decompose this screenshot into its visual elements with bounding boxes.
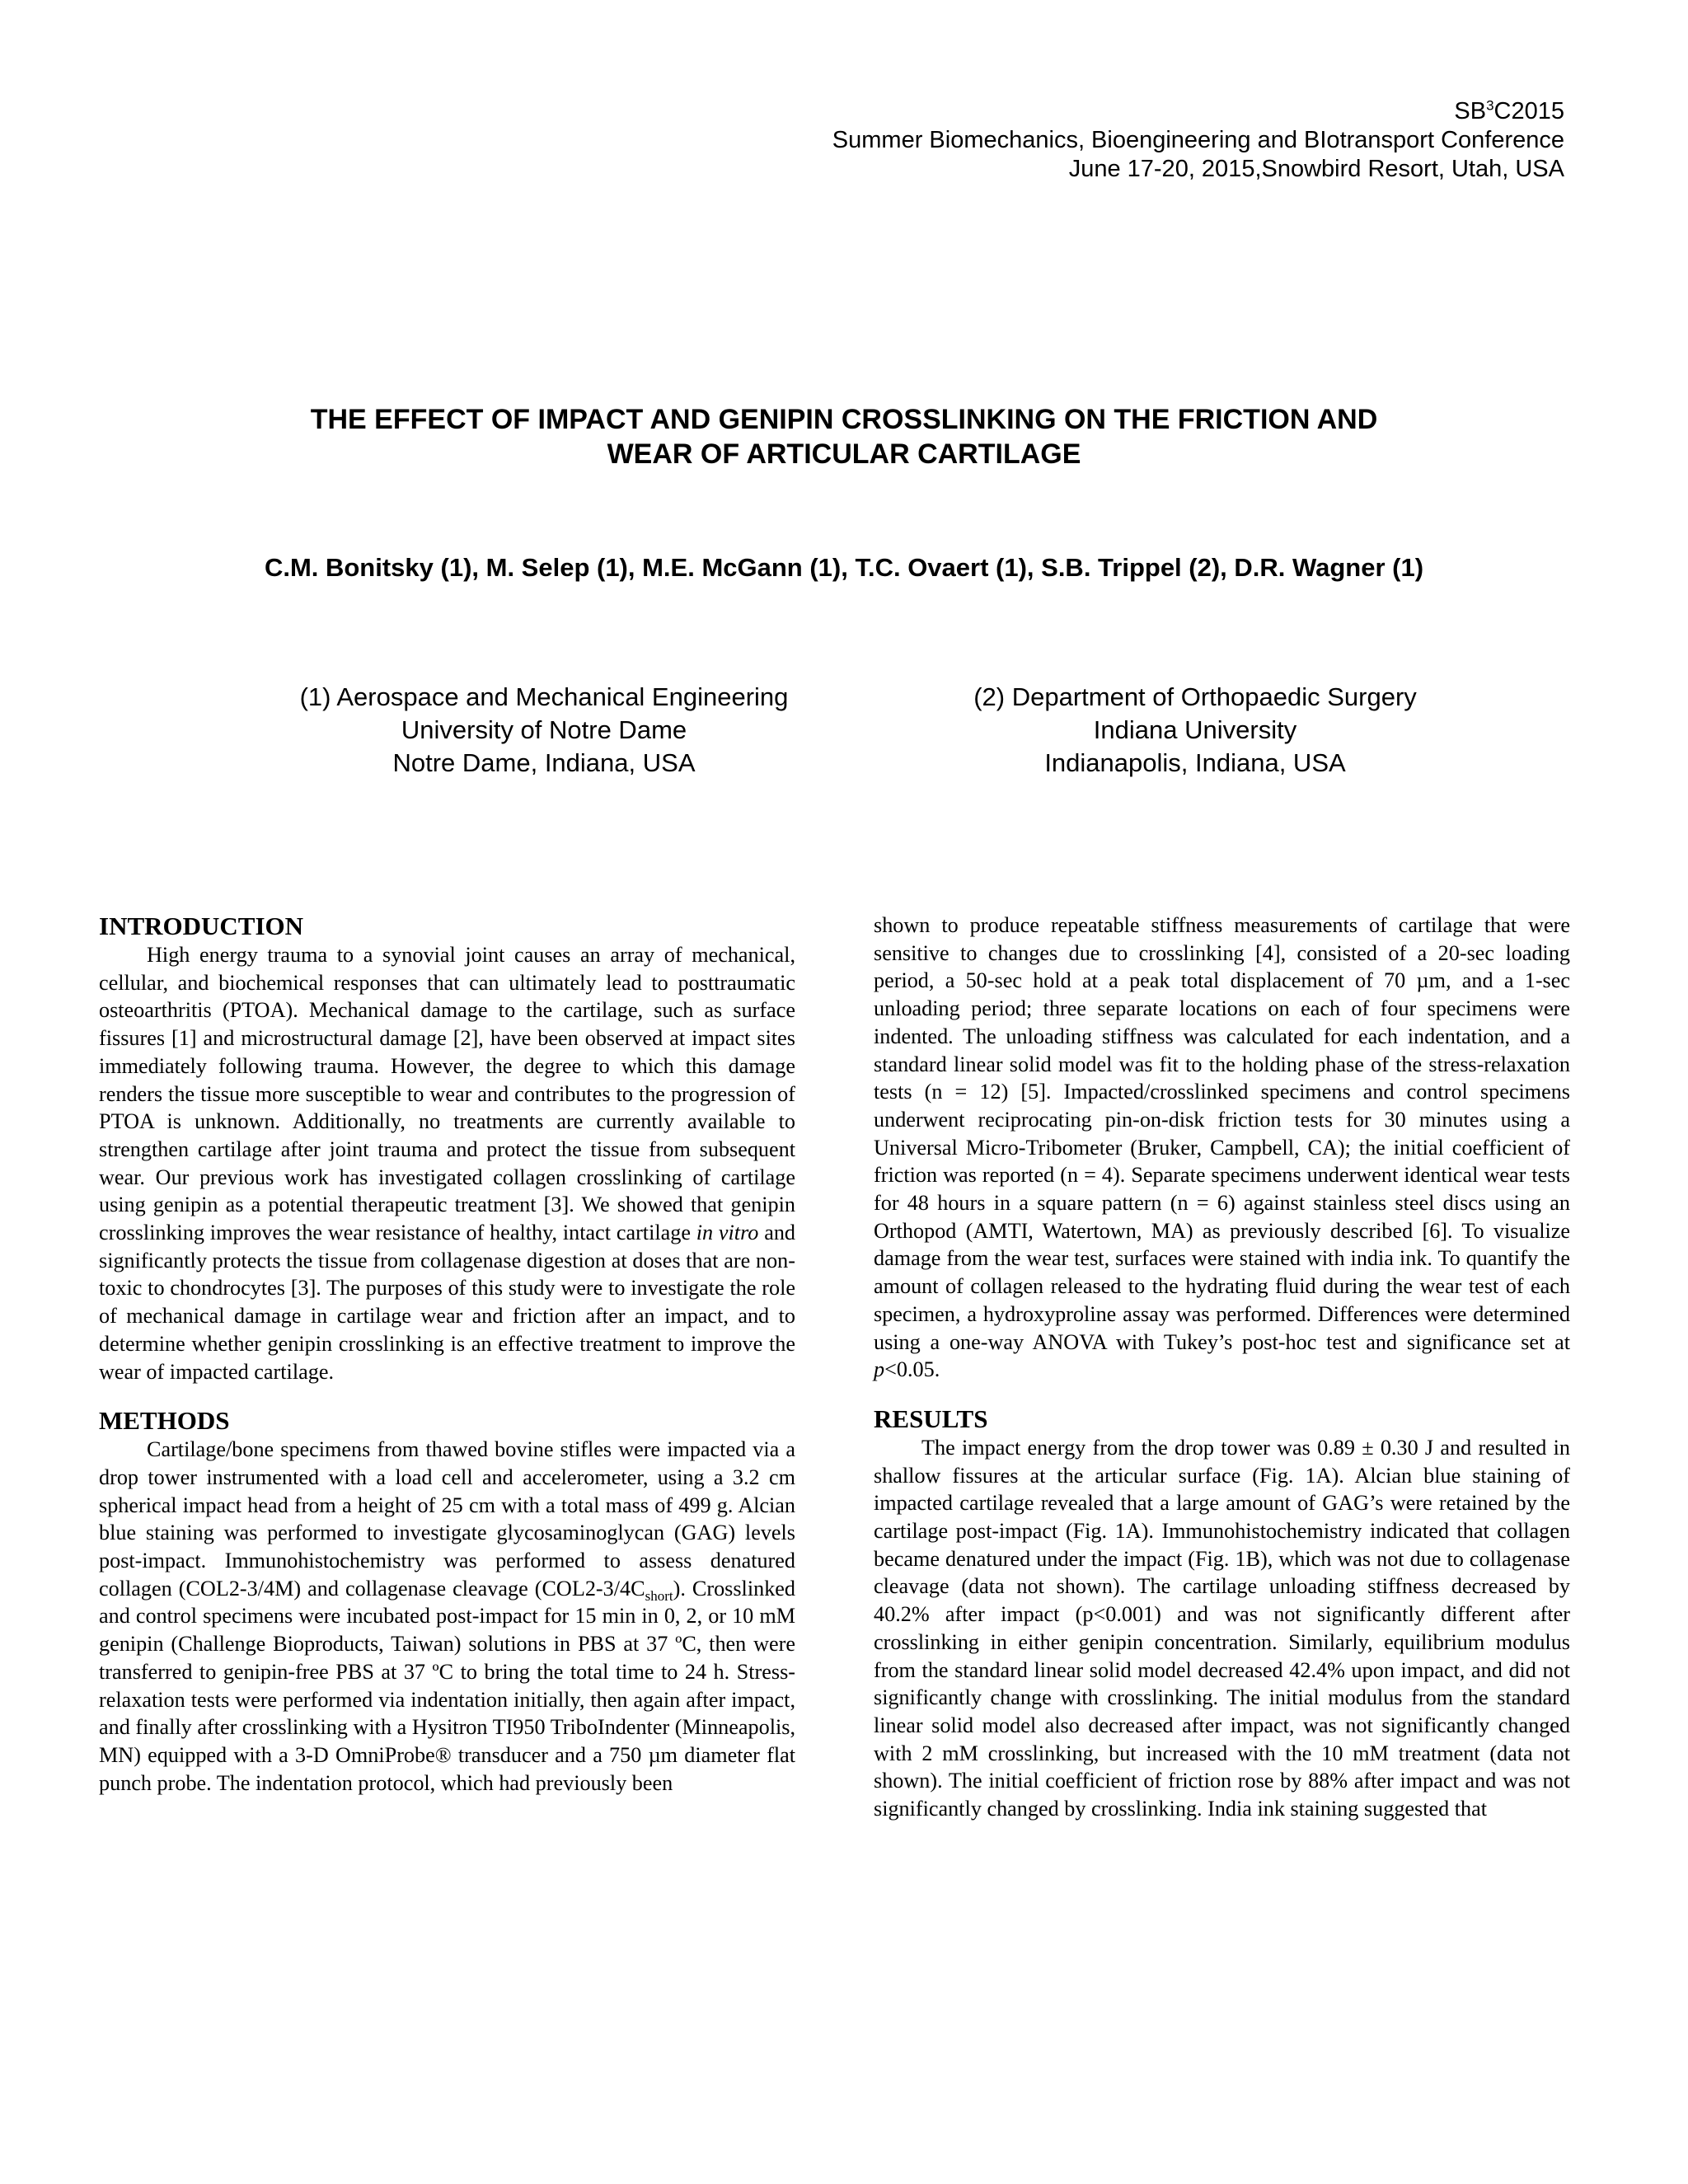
- affiliation-1-location: Notre Dame, Indiana, USA: [392, 748, 696, 777]
- paper-title: [0, 402, 1688, 471]
- introduction-paragraph: High energy trauma to a synovial joint causes an array of mechanical, cellular, and biochemical responses that can ultimately lead to posttraumatic osteoarthritis (PTOA). Mechanical damage to the cartilage, such as surface fissures [1] and microstructural damage [2], have been observed at impact sites immediately following trauma. However, the degree to which this damage renders the tissue more susceptible to wear and contributes to the progression of PTOA is unknown. Additionally, no treatments are currently available to strengthen cartilage after joint trauma and protect the tissue from subsequent wear. Our previous work has investigated collagen crosslinking of cartilage using genipin as a potential therapeutic treatment [3]. We showed that genipin crosslinking improves the wear resistance of healthy, intact cartilage in vitro and significantly protects the tissue from collagenase digestion at doses that are non-toxic to chondrocytes [3]. The purposes of this study were to investigate the role of mechanical damage in cartilage wear and friction after an impact, and to determine whether genipin crosslinking is an effective treatment to improve the wear of impacted cartilage.: [99, 943, 796, 1384]
- paper-title-line-1: THE EFFECT OF IMPACT AND GENIPIN CROSSLINKING ON THE FRICTION AND: [310, 404, 1378, 435]
- affiliation-2-department: (2) Department of Orthopaedic Surgery: [973, 682, 1417, 711]
- affiliation-2-institution: Indiana University: [1093, 715, 1297, 744]
- conference-name: Summer Biomechanics, Bioengineering and BIotransport Conference: [832, 127, 1564, 153]
- results-heading: RESULTS: [874, 1404, 988, 1433]
- author-list: C.M. Bonitsky (1), M. Selep (1), M.E. McGann (1), T.C. Ovaert (1), S.B. Trippel (2), D.R. Wagner (1): [264, 553, 1424, 582]
- left-column: [99, 912, 795, 1797]
- affiliation-1: [264, 681, 824, 780]
- introduction-heading: INTRODUCTION: [99, 912, 304, 940]
- affiliation-2-location: Indianapolis, Indiana, USA: [1044, 748, 1346, 777]
- affiliation-1-department: (1) Aerospace and Mechanical Engineering: [299, 682, 789, 711]
- conference-code: $SB^3C2015$: [1454, 97, 1564, 124]
- right-column: [874, 912, 1570, 1823]
- conference-date-location: June 17-20, 2015,Snowbird Resort, Utah, USA: [1068, 156, 1564, 182]
- conference-header: [832, 97, 1564, 184]
- methods-heading: METHODS: [99, 1406, 230, 1436]
- methods-paragraph-continued: shown to produce repeatable stiffness measurements of cartilage that were sensitive to changes due to crosslinking [4], consisted of a 20-sec loading period, a 50-sec hold at a peak total displacement of 70 µm, and a 1-sec unloading period; three separate locations on each of four specimens were indented. The unloading stiffness was calculated for each indentation, and a standard linear solid model was fit to the holding phase of the stress-relaxation tests (n = 12) [5]. Impacted/crosslinked specimens and control specimens underwent reciprocating pin-on-disk friction tests for 30 minutes using a Universal Micro-Tribometer (Bruker, Campbell, CA); the initial coefficient of friction was reported (n = 4). Separate specimens underwent identical wear tests for 48 hours in a square pattern (n = 6) against stainless steel discs using an Orthopod (AMTI, Watertown, MA) as previously described [6]. To visualize damage from the wear test, surfaces were stained with india ink. To quantify the amount of collagen released to the hydrating fluid during the wear test of each specimen, a hydroxyproline assay was performed. Differences were determined using a one-way ANOVA with Tukey’s post-hoc test and significance set at p<0.05.: [874, 913, 1570, 1382]
- affiliation-1-institution: University of Notre Dame: [401, 715, 687, 744]
- results-paragraph: The impact energy from the drop tower was 0.89 ± 0.30 J and resulted in shallow fissures at the articular surface (Fig. 1A). Alcian blue staining of impacted cartilage revealed that a large amount of GAG’s were retained by the cartilage post-impact (Fig. 1A). Immunohistochemistry indicated that collagen became denatured under the impact (Fig. 1B), which was not due to collagenase cleavage (data not shown). The cartilage unloading stiffness decreased by 40.2% after impact (p<0.001) and was not significantly different after crosslinking in either genipin concentration. Similarly, equilibrium modulus from the standard linear solid model decreased 42.4% upon impact, and did not significantly change with crosslinking. The initial modulus from the standard linear solid model also decreased after impact, was not significantly changed with 2 mM crosslinking, but increased with the 10 mM treatment (data not shown). The initial coefficient of friction rose by 88% after impact and was not significantly changed by crosslinking. India ink staining suggested that: [874, 1435, 1570, 1821]
- paper-title-line-2: WEAR OF ARTICULAR CARTILAGE: [607, 438, 1081, 470]
- affiliation-2: [907, 681, 1484, 780]
- methods-paragraph: Cartilage/bone specimens from thawed bovine stifles were impacted via a drop tower instrumented with a load cell and accelerometer, using a 3.2 cm spherical impact head from a height of 25 cm with a total mass of 499 g. Alcian blue staining was performed to investigate glycosaminoglycan (GAG) levels post-impact. Immunohistochemistry was performed to assess denatured collagen (COL2-3/4M) and collagenase cleavage $(COL2-3/4C_{short})$. Crosslinked and control specimens were incubated post-impact for 15 min in 0, 2, or 10 mM genipin (Challenge Bioproducts, Taiwan) solutions in PBS at 37 ºC, then were transferred to genipin-free PBS at 37 ºC to bring the total time to 24 h. Stress-relaxation tests were performed via indentation initially, then again after impact, and finally after crosslinking with a Hysitron TI950 TriboIndenter (Minneapolis, MN) equipped with a 3-D OmniProbe® transducer and a 750 µm diameter flat punch probe. The indentation protocol, which had previously been: [99, 1437, 796, 1795]
